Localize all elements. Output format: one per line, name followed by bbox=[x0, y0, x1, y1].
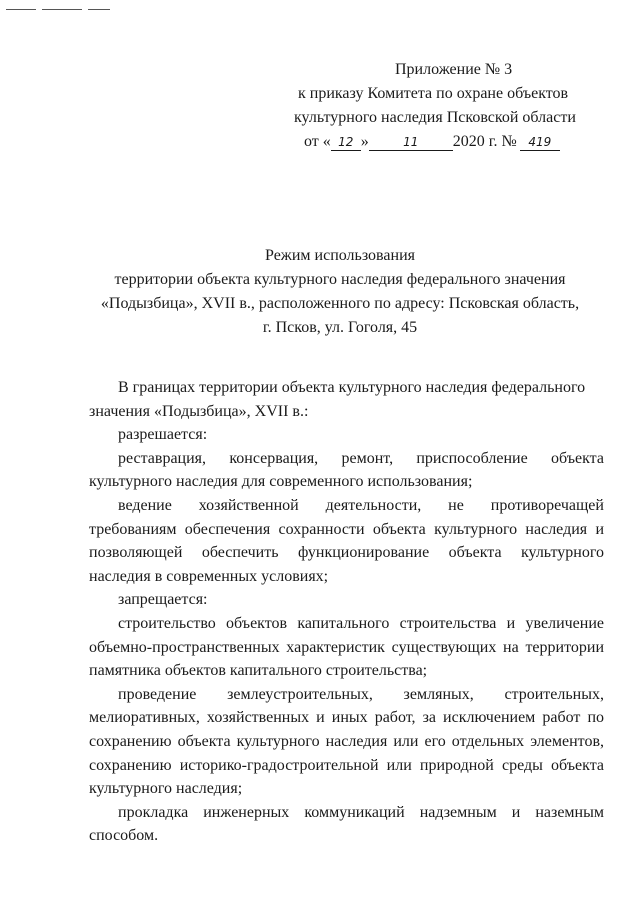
appendix-committee: культурного наследия Псковской области bbox=[294, 109, 576, 126]
scan-artifact-line bbox=[42, 9, 82, 10]
title-line: г. Псков, ул. Гоголя, 45 bbox=[262, 319, 418, 336]
allowed-heading: разрешается: bbox=[118, 426, 208, 444]
scan-artifact-line bbox=[6, 9, 36, 10]
paragraph-economic-activity: требованиям обеспечения сохранности объекта культурного наследия и позволяющей обеспечить функционирование объекта культурного наследия в современных условиях; bbox=[89, 520, 604, 585]
paragraph-restoration: культурного наследия для современного использования; bbox=[89, 473, 473, 491]
paragraph-line: реставрация, консервация, ремонт, приспособление объекта bbox=[118, 449, 604, 467]
paragraph-construction: строительство объектов капитального строительства и увеличение объемно-пространственных характеристик существующих на территории памятника объектов капитального строительства; bbox=[89, 614, 604, 680]
paragraph-line: проведение землеустроительных, земляных, строительных, bbox=[118, 685, 604, 703]
scan-artifact-line bbox=[88, 9, 110, 10]
document-body bbox=[89, 376, 604, 848]
title-line: «Подызбица», XVII в., расположенного по адресу: Псковская область, bbox=[100, 295, 580, 312]
appendix-number: Приложение № 3 bbox=[395, 61, 513, 78]
paragraph-line: ведение хозяйственной деятельности, не противоречащей bbox=[118, 496, 604, 514]
document-title bbox=[60, 244, 620, 340]
order-number-handwritten: 419 bbox=[520, 135, 560, 151]
paragraph-works: мелиоративных, хозяйственных и иных работ, за исключением работ по сохранению объекта культурного наследия или его отдельных элементов, сохранению историко-градостроительной или природной среды объекта культурного наследия; bbox=[89, 709, 604, 798]
date-day-handwritten: 12 bbox=[331, 135, 361, 151]
appendix-order-ref: к приказу Комитета по охране объектов bbox=[298, 85, 569, 102]
appendix-header bbox=[290, 58, 610, 154]
date-month-handwritten: 11 bbox=[369, 135, 453, 151]
intro-paragraph: В границах территории объекта культурного наследия федерального значения «Подызбица», XVII в.: bbox=[89, 379, 586, 420]
appendix-date-line: от « 12 » 11 2020 г. № 419 bbox=[290, 130, 610, 154]
title-line: Режим использования bbox=[265, 247, 415, 264]
forbidden-heading: запрещается: bbox=[118, 591, 208, 609]
title-line: территории объекта культурного наследия федерального значения bbox=[114, 271, 566, 288]
paragraph-utilities: прокладка инженерных коммуникаций надземным и наземным способом. bbox=[89, 803, 604, 845]
